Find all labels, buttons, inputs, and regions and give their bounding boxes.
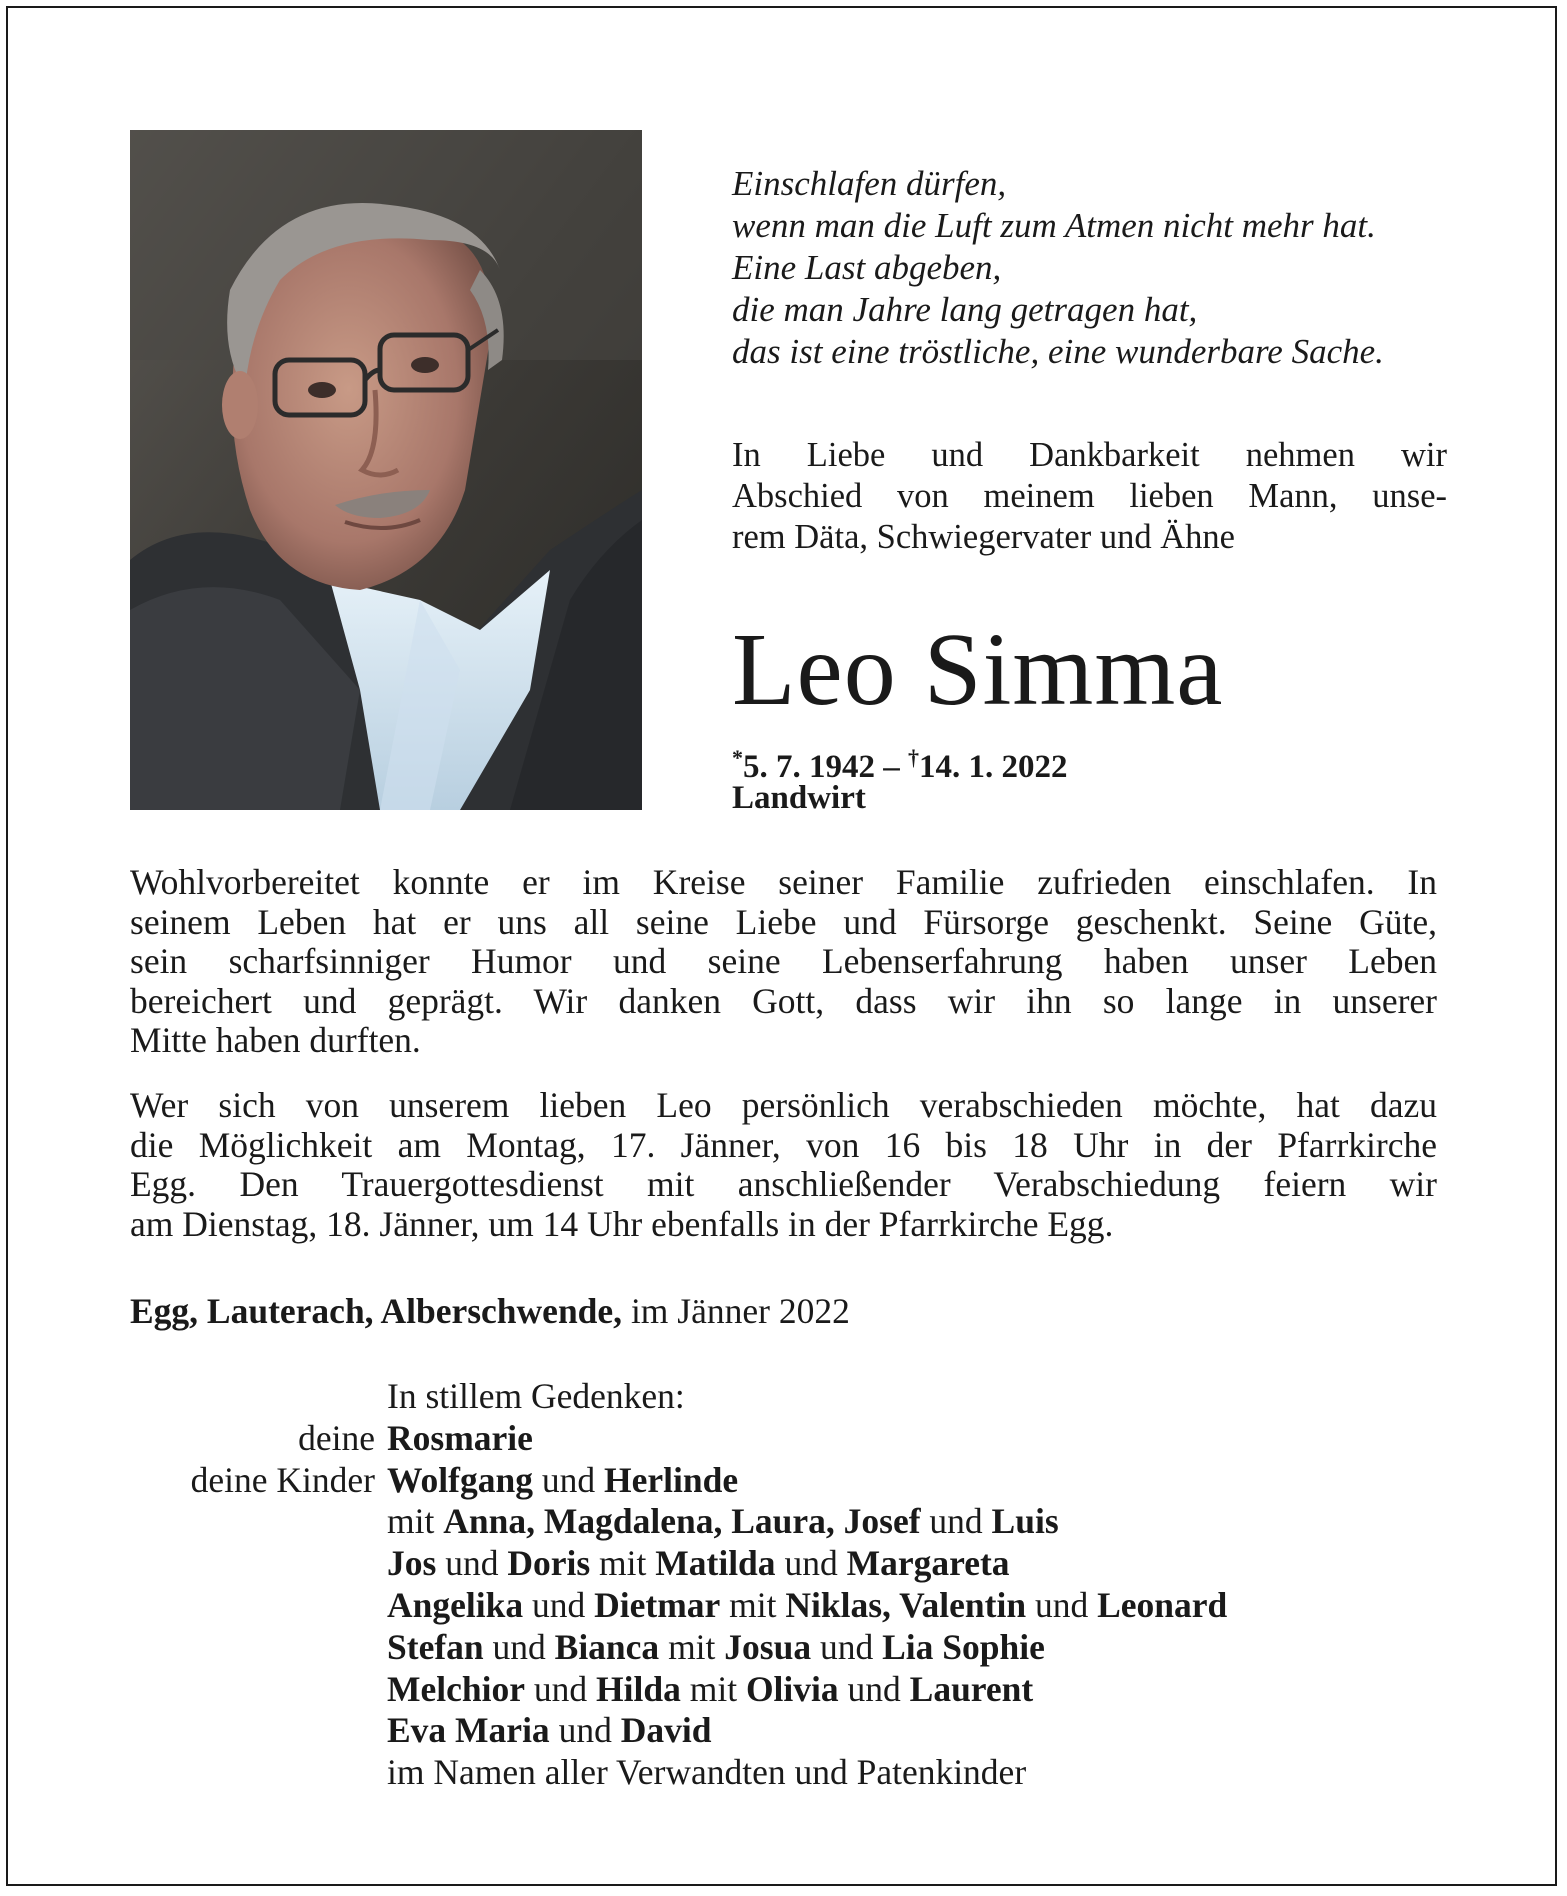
signer-name: Olivia: [745, 1668, 839, 1709]
signer-row: [130, 1460, 1450, 1502]
portrait-photo: [130, 130, 642, 810]
signer-name: Rosmarie: [387, 1417, 533, 1458]
signer-connector: und: [549, 1710, 621, 1751]
signer-label: deine: [298, 1417, 375, 1458]
signer-names: [387, 1627, 1045, 1669]
signer-connector: und: [920, 1501, 992, 1542]
signer-connector: und: [436, 1543, 508, 1584]
signer-label: deine Kinder: [190, 1459, 375, 1500]
death-date: 14. 1. 2022: [919, 749, 1068, 785]
signers: [130, 1376, 1450, 1794]
signer-name: Niklas, Valentin: [785, 1584, 1027, 1625]
poem-line: das ist eine tröstliche, eine wunderbare Sache.: [732, 332, 1384, 371]
signer-connector: und: [775, 1543, 847, 1584]
birth-symbol: *: [732, 745, 743, 770]
paragraph-line: am Dienstag, 18. Jänner, um 14 Uhr ebenfalls in der Pfarrkirche Egg.: [130, 1203, 1114, 1244]
signer-label: [130, 1585, 387, 1627]
signer-names: [387, 1585, 1227, 1627]
signer-name: Jos: [387, 1543, 437, 1584]
signer-connector: und: [523, 1584, 595, 1625]
signer-label: [130, 1752, 387, 1794]
place-date-text: im Jänner 2022: [630, 1291, 850, 1331]
paragraph-line: Wer sich von unserem lieben Leo persönlich verabschieden möchte, hat dazu: [130, 1085, 1437, 1125]
signer-name: Hilda: [596, 1668, 681, 1709]
paragraph-line: bereichert und geprägt. Wir danken Gott, dass wir ihn so lange in unserer: [130, 980, 1437, 1021]
signer-names: [387, 1669, 1033, 1711]
signer-connector: und: [811, 1626, 883, 1667]
signer-name: Laurent: [909, 1668, 1034, 1709]
place-towns: Egg, Lauterach, Alberschwende,: [130, 1291, 623, 1331]
signer-label: [130, 1710, 387, 1752]
poem-line: Einschlafen dürfen,: [732, 164, 1007, 203]
signer-row: [130, 1710, 1450, 1752]
occupation: Landwirt: [732, 780, 866, 816]
signer-connector: mit: [720, 1584, 786, 1625]
signer-label: [130, 1543, 387, 1585]
intro-line: Abschied von meinem lieben Mann, unse-: [732, 477, 1447, 515]
signer-connector: mit: [387, 1501, 444, 1542]
paragraph-line: Egg. Den Trauergottesdienst mit anschließender Verabschiedung feiern wir: [130, 1164, 1437, 1204]
date-separator: –: [883, 749, 900, 785]
poem: [732, 163, 1452, 373]
paragraph-farewell: [130, 863, 1437, 1061]
signer-name: Doris: [507, 1543, 591, 1584]
signer-name: Angelika: [387, 1584, 524, 1625]
signer-name: Wolfgang: [387, 1459, 533, 1500]
signer-name: Dietmar: [594, 1584, 721, 1625]
signer-connector: im Namen aller Verwandten und Patenkinder: [387, 1752, 1027, 1793]
signer-label: [130, 1627, 387, 1669]
paragraph-service: [130, 1086, 1437, 1244]
signer-row: [130, 1585, 1450, 1627]
birth-date: 5. 7. 1942: [743, 749, 875, 785]
signer-label: [130, 1669, 387, 1711]
intro-text: [732, 435, 1447, 558]
signer-name: Anna, Magdalena, Laura, Josef: [443, 1501, 921, 1542]
signer-connector: und: [838, 1668, 910, 1709]
signer-connector: und: [1026, 1584, 1098, 1625]
signer-connector: mit: [680, 1668, 746, 1709]
poem-line: die man Jahre lang getragen hat,: [732, 290, 1198, 329]
signer-name: Eva Maria: [387, 1710, 550, 1751]
signers-heading: In stillem Gedenken:: [387, 1376, 685, 1416]
paragraph-line: sein scharfsinniger Humor und seine Lebenserfahrung haben unser Leben: [130, 941, 1437, 981]
signer-names: [387, 1501, 1059, 1543]
signer-row: [130, 1669, 1450, 1711]
signer-name: Matilda: [655, 1543, 776, 1584]
paragraph-line: die Möglichkeit am Montag, 17. Jänner, von 16 bis 18 Uhr in der Pfarrkirche: [130, 1124, 1437, 1165]
signer-connector: mit: [590, 1543, 656, 1584]
signer-connector: und: [483, 1626, 555, 1667]
signer-row: [130, 1752, 1450, 1794]
signer-name: Leonard: [1097, 1584, 1228, 1625]
place-date: [130, 1290, 850, 1332]
signer-connector: mit: [659, 1626, 725, 1667]
signer-row: [130, 1627, 1450, 1669]
poem-line: Eine Last abgeben,: [732, 248, 1002, 287]
signer-name: Herlinde: [603, 1459, 739, 1500]
intro-line: rem Däta, Schwiegervater und Ähne: [732, 518, 1235, 556]
signer-name: Josua: [724, 1626, 812, 1667]
paragraph-line: Wohlvorbereitet konnte er im Kreise seiner Familie zufrieden einschlafen. In: [130, 862, 1437, 902]
signer-name: Melchior: [387, 1668, 525, 1709]
signer-name: Stefan: [387, 1626, 484, 1667]
death-symbol: †: [908, 745, 919, 770]
intro-line: In Liebe und Dankbarkeit nehmen wir: [732, 436, 1447, 474]
signer-name: Bianca: [554, 1626, 660, 1667]
signer-name: David: [620, 1710, 712, 1751]
signer-name: Margareta: [846, 1543, 1010, 1584]
signer-names: [387, 1710, 711, 1752]
signer-connector: und: [525, 1668, 596, 1709]
signer-names: [387, 1460, 738, 1502]
signer-names: [387, 1543, 1010, 1585]
signer-label: [130, 1501, 387, 1543]
signer-connector: und: [532, 1459, 604, 1500]
deceased-name: Leo Simma: [732, 612, 1224, 727]
paragraph-line: Mitte haben durften.: [130, 1020, 421, 1060]
signer-names: [387, 1418, 533, 1460]
signer-row: [130, 1418, 1450, 1460]
signer-name: Luis: [991, 1501, 1059, 1542]
portrait-image: [130, 130, 642, 810]
paragraph-line: seinem Leben hat er uns all seine Liebe und Fürsorge geschenkt. Seine Güte,: [130, 901, 1437, 942]
signer-name: Lia Sophie: [882, 1626, 1045, 1667]
signer-names: [387, 1752, 1026, 1794]
signer-row: [130, 1543, 1450, 1585]
signer-row: [130, 1501, 1450, 1543]
poem-line: wenn man die Luft zum Atmen nicht mehr hat.: [732, 206, 1376, 245]
